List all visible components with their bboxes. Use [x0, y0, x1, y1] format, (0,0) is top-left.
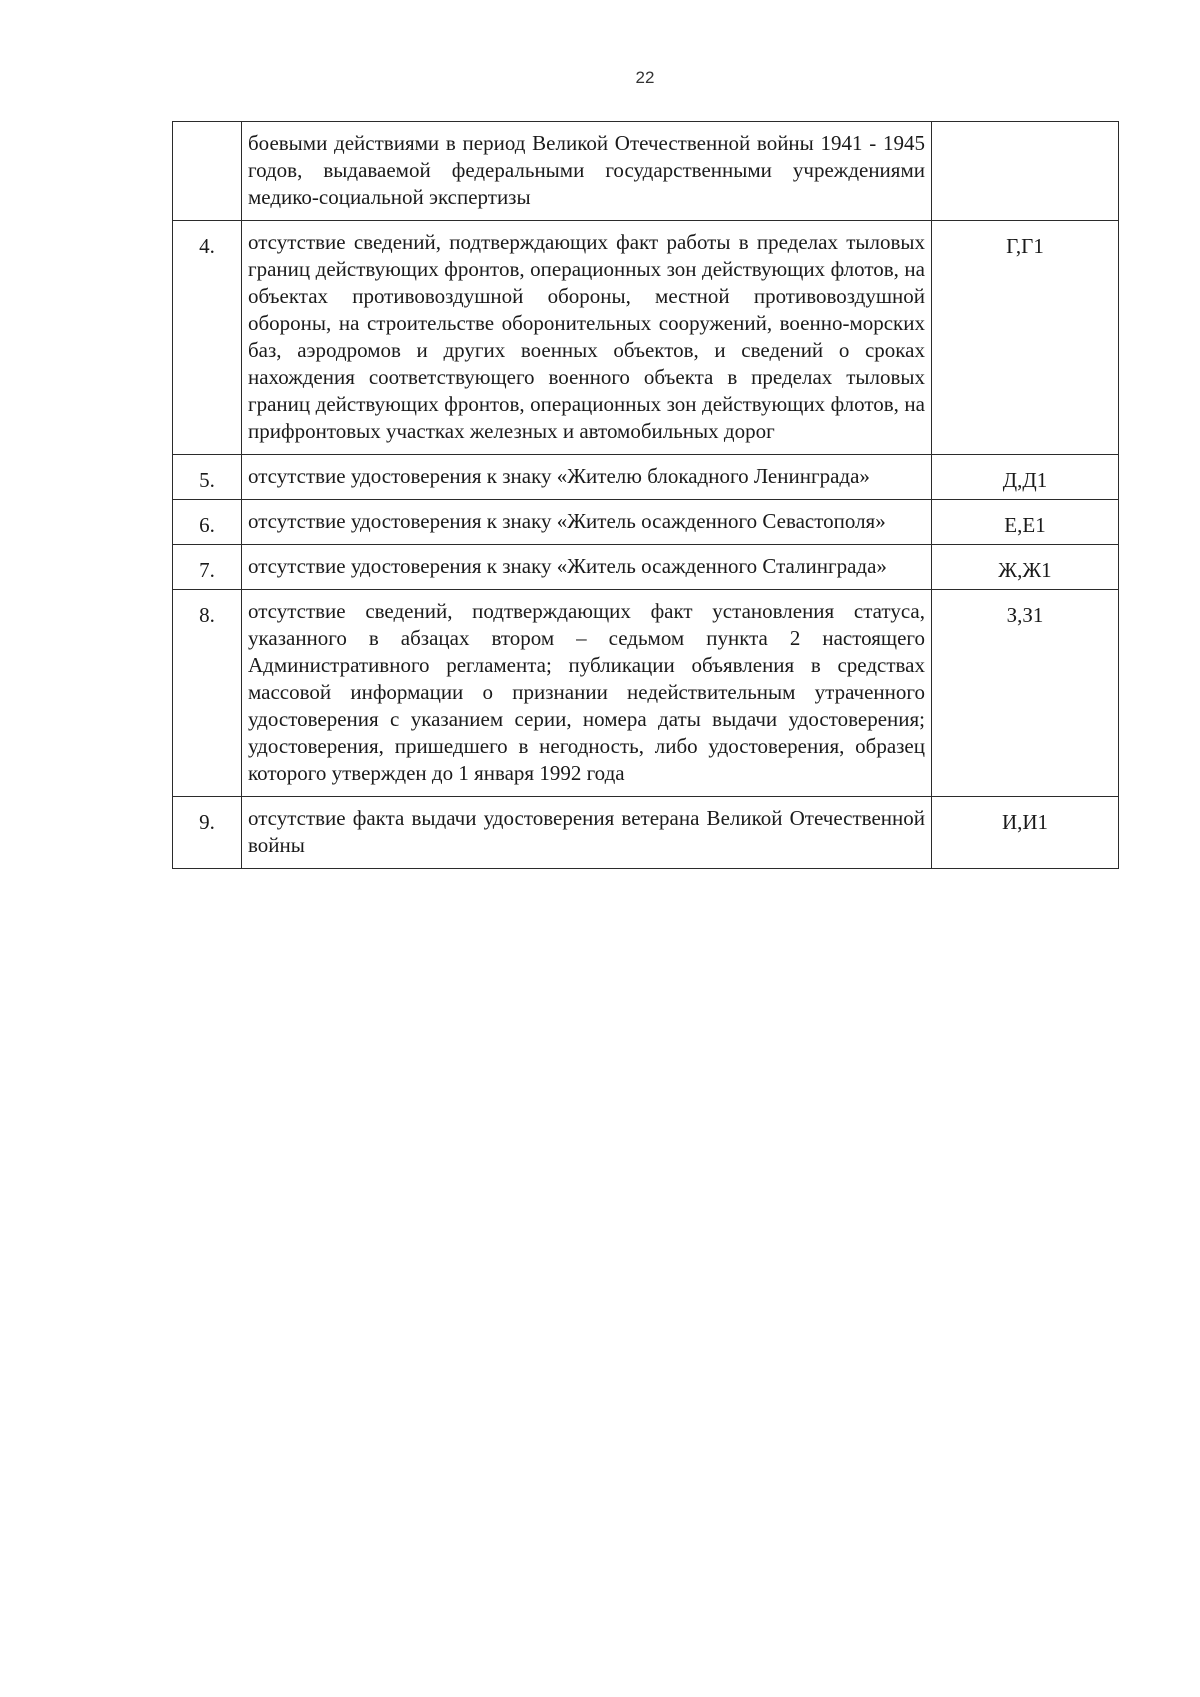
row-code	[932, 122, 1119, 221]
row-number: 7.	[173, 545, 242, 590]
row-number: 8.	[173, 590, 242, 797]
row-code: Д,Д1	[932, 455, 1119, 500]
row-number: 6.	[173, 500, 242, 545]
row-code: Ж,Ж1	[932, 545, 1119, 590]
table-row	[173, 590, 1119, 797]
row-code: И,И1	[932, 797, 1119, 869]
row-code: З,З1	[932, 590, 1119, 797]
row-number: 5.	[173, 455, 242, 500]
table-row	[173, 500, 1119, 545]
row-text: отсутствие удостоверения к знаку «Жителю блокадного Ленинграда»	[242, 455, 932, 500]
table-row	[173, 797, 1119, 869]
page-number: 22	[635, 68, 655, 87]
row-text: боевыми действиями в период Великой Отечественной войны 1941 - 1945 годов, выдаваемой федеральными государственными учреждениями медико-социальной экспертизы	[242, 122, 932, 221]
row-text: отсутствие сведений, подтверждающих факт установления статуса, указанного в абзацах втором – седьмом пункта 2 настоящего Административного регламента; публикации объявления в средствах массовой информации о признании недействительным утраченного удостоверения с указанием серии, номера даты выдачи удостоверения; удостоверения, пришедшего в негодность, либо удостоверения, образец которого утвержден до 1 января 1992 года	[242, 590, 932, 797]
row-number	[173, 122, 242, 221]
row-code: Г,Г1	[932, 221, 1119, 455]
row-text: отсутствие сведений, подтверждающих факт работы в пределах тыловых границ действующих фронтов, операционных зон действующих флотов, на объектах противовоздушной обороны, местной противовоздушной обороны, на строительстве оборонительных сооружений, военно-морских баз, аэродромов и других военных объектов, и сведений о сроках нахождения соответствующего военного объекта в пределах тыловых границ действующих фронтов, операционных зон действующих флотов, на прифронтовых участках железных и автомобильных дорог	[242, 221, 932, 455]
table-row	[173, 221, 1119, 455]
row-text: отсутствие удостоверения к знаку «Житель осажденного Сталинграда»	[242, 545, 932, 590]
table-row	[173, 122, 1119, 221]
row-number: 4.	[173, 221, 242, 455]
row-code: Е,Е1	[932, 500, 1119, 545]
table-row	[173, 455, 1119, 500]
table-row	[173, 545, 1119, 590]
row-text: отсутствие удостоверения к знаку «Житель осажденного Севастополя»	[242, 500, 932, 545]
row-number: 9.	[173, 797, 242, 869]
row-text: отсутствие факта выдачи удостоверения ветерана Великой Отечественной войны	[242, 797, 932, 869]
document-table	[172, 121, 1119, 869]
